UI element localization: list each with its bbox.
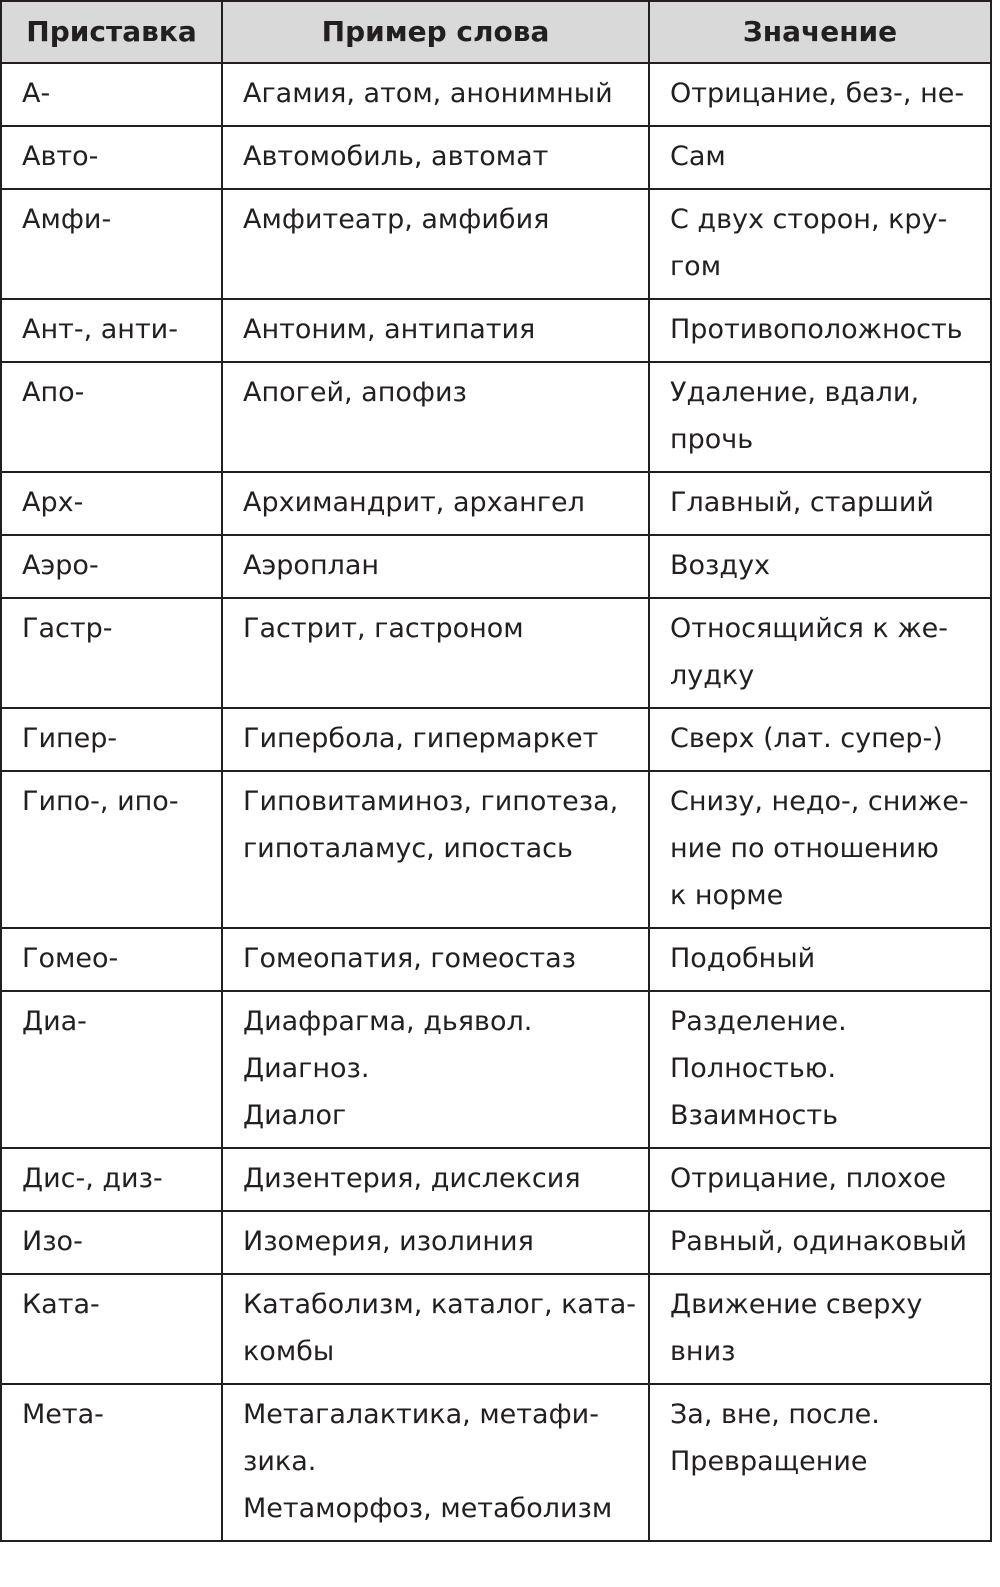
prefix-cell-line: Амфи- — [22, 204, 112, 235]
prefix-cell-line: Апо- — [22, 377, 85, 408]
meaning-cell-line: Воздух — [670, 550, 771, 581]
meaning-cell-line: За, вне, после. — [670, 1399, 880, 1430]
example-cell-line: Диалог — [243, 1100, 347, 1131]
example-cell — [222, 472, 649, 535]
example-cell-line: Агамия, атом, анонимный — [243, 78, 613, 109]
prefix-cell — [1, 1148, 222, 1211]
meaning-cell-line: Сверх (лат. супер-) — [670, 723, 943, 754]
example-cell — [222, 598, 649, 708]
prefix-cell-line: Арх- — [22, 487, 84, 518]
prefix-cell — [1, 535, 222, 598]
prefix-cell — [1, 1274, 222, 1384]
table-row — [1, 1148, 991, 1211]
prefix-cell — [1, 362, 222, 472]
meaning-cell — [649, 535, 991, 598]
prefix-cell — [1, 472, 222, 535]
meaning-cell — [649, 1384, 991, 1541]
example-cell-line: Гипербола, гипермаркет — [243, 723, 599, 754]
meaning-cell — [649, 771, 991, 928]
meaning-cell-line: Подобный — [670, 943, 816, 974]
meaning-cell-line: Отрицание, без-, не- — [670, 78, 965, 109]
table-row — [1, 126, 991, 189]
prefix-cell-line: Гастр- — [22, 613, 113, 644]
example-cell-line: комбы — [243, 1336, 335, 1367]
example-cell — [222, 708, 649, 771]
table-row — [1, 299, 991, 362]
example-cell — [222, 299, 649, 362]
header-meaning: Значение — [649, 1, 991, 63]
table-row — [1, 598, 991, 708]
meaning-cell-line: Равный, одинаковый — [670, 1226, 967, 1257]
table-row — [1, 1274, 991, 1384]
meaning-cell — [649, 472, 991, 535]
table-body — [1, 63, 991, 1541]
header-row — [1, 1, 991, 63]
example-cell — [222, 535, 649, 598]
prefix-cell-line: Изо- — [22, 1226, 83, 1257]
example-cell — [222, 771, 649, 928]
prefix-cell-line: Мета- — [22, 1399, 104, 1430]
table-header — [1, 1, 991, 63]
meaning-cell-line: Сам — [670, 141, 726, 172]
prefix-cell-line: Гипер- — [22, 723, 118, 754]
meaning-cell-line: Противоположность — [670, 314, 963, 345]
prefix-cell — [1, 1211, 222, 1274]
meaning-cell-line: Превращение — [670, 1446, 868, 1477]
prefix-cell-line: Аэро- — [22, 550, 99, 581]
meaning-cell-line: вниз — [670, 1336, 736, 1367]
meaning-cell-line: Относящийся к же- — [670, 613, 949, 644]
prefix-cell — [1, 189, 222, 299]
example-cell-line: Диагноз. — [243, 1053, 370, 1084]
example-cell — [222, 189, 649, 299]
prefix-cell — [1, 126, 222, 189]
prefix-cell-line: Гипо-, ипо- — [22, 786, 179, 817]
meaning-cell — [649, 1148, 991, 1211]
meaning-cell — [649, 299, 991, 362]
meaning-cell — [649, 1274, 991, 1384]
meaning-cell-line: Движение сверху — [670, 1289, 923, 1320]
example-cell — [222, 991, 649, 1148]
table-row — [1, 928, 991, 991]
table-row — [1, 362, 991, 472]
meaning-cell-line: ние по отношению — [670, 833, 939, 864]
meaning-cell — [649, 598, 991, 708]
prefix-cell-line: А- — [22, 78, 51, 109]
example-cell — [222, 928, 649, 991]
prefix-cell-line: Гомео- — [22, 943, 119, 974]
meaning-cell-line: Снизу, недо-, сниже- — [670, 786, 969, 817]
meaning-cell — [649, 189, 991, 299]
example-cell-line: гипоталамус, ипостась — [243, 833, 573, 864]
example-cell — [222, 1148, 649, 1211]
example-cell-line: Катаболизм, каталог, ката- — [243, 1289, 636, 1320]
meaning-cell — [649, 126, 991, 189]
prefix-cell — [1, 991, 222, 1148]
example-cell — [222, 1274, 649, 1384]
example-cell-line: Метаморфоз, метаболизм — [243, 1493, 613, 1524]
prefix-cell — [1, 928, 222, 991]
example-cell-line: зика. — [243, 1446, 317, 1477]
example-cell-line: Амфитеатр, амфибия — [243, 204, 550, 235]
meaning-cell-line: прочь — [670, 424, 754, 455]
table-row — [1, 63, 991, 126]
table-row — [1, 1384, 991, 1541]
example-cell-line: Метагалактика, метафи- — [243, 1399, 599, 1430]
example-cell — [222, 126, 649, 189]
table-row — [1, 189, 991, 299]
example-cell-line: Аэроплан — [243, 550, 380, 581]
meaning-cell-line: лудку — [670, 660, 755, 691]
meaning-cell — [649, 362, 991, 472]
prefix-cell-line: Авто- — [22, 141, 99, 172]
meaning-cell-line: Отрицание, плохое — [670, 1163, 947, 1194]
table-row — [1, 472, 991, 535]
prefix-cell — [1, 299, 222, 362]
prefix-cell-line: Дис-, диз- — [22, 1163, 163, 1194]
meaning-cell-line: гом — [670, 251, 722, 282]
example-cell-line: Автомобиль, автомат — [243, 141, 549, 172]
example-cell — [222, 362, 649, 472]
table-row — [1, 1211, 991, 1274]
table-row — [1, 535, 991, 598]
prefix-cell — [1, 1384, 222, 1541]
meaning-cell — [649, 63, 991, 126]
meaning-cell — [649, 991, 991, 1148]
table-row — [1, 991, 991, 1148]
meaning-cell-line: к норме — [670, 880, 784, 911]
header-prefix: Приставка — [1, 1, 222, 63]
prefix-cell — [1, 708, 222, 771]
meaning-cell-line: Полностью. — [670, 1053, 837, 1084]
example-cell-line: Изомерия, изолиния — [243, 1226, 534, 1257]
example-cell-line: Дизентерия, дислексия — [243, 1163, 581, 1194]
meaning-cell-line: Разделение. — [670, 1006, 847, 1037]
meaning-cell — [649, 928, 991, 991]
table-row — [1, 708, 991, 771]
header-example: Пример слова — [222, 1, 649, 63]
meaning-cell-line: С двух сторон, кру- — [670, 204, 948, 235]
prefix-cell — [1, 63, 222, 126]
meaning-cell-line: Главный, старший — [670, 487, 934, 518]
example-cell — [222, 1384, 649, 1541]
example-cell-line: Гастрит, гастроном — [243, 613, 524, 644]
prefix-cell — [1, 771, 222, 928]
meaning-cell-line: Взаимность — [670, 1100, 838, 1131]
prefix-cell-line: Ката- — [22, 1289, 100, 1320]
prefix-cell-line: Ант-, анти- — [22, 314, 178, 345]
example-cell-line: Апогей, апофиз — [243, 377, 467, 408]
prefix-cell — [1, 598, 222, 708]
example-cell — [222, 1211, 649, 1274]
meaning-cell-line: Удаление, вдали, — [670, 377, 920, 408]
meaning-cell — [649, 1211, 991, 1274]
example-cell-line: Архимандрит, архангел — [243, 487, 585, 518]
prefix-cell-line: Диа- — [22, 1006, 87, 1037]
meaning-cell — [649, 708, 991, 771]
example-cell-line: Гомеопатия, гомеостаз — [243, 943, 577, 974]
example-cell-line: Антоним, антипатия — [243, 314, 536, 345]
example-cell-line: Гиповитаминоз, гипотеза, — [243, 786, 619, 817]
table-row — [1, 771, 991, 928]
example-cell-line: Диафрагма, дьявол. — [243, 1006, 533, 1037]
example-cell — [222, 63, 649, 126]
